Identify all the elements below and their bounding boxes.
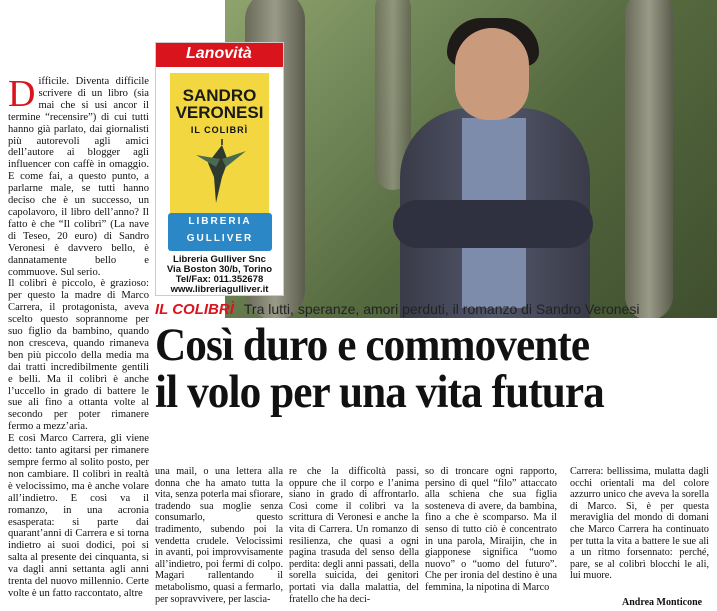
headline bbox=[155, 319, 715, 418]
kicker bbox=[155, 301, 715, 319]
book-cover bbox=[170, 73, 269, 213]
library-info: Libreria Gulliver Snc Via Boston 30/b, Torino Tel/Fax: 011.352678 www.libreriagulliver.it bbox=[166, 254, 273, 295]
author-photo bbox=[225, 0, 717, 318]
author-signature: Andrea Monticone bbox=[622, 597, 703, 608]
headline-line-2: il volo per una vita futura bbox=[155, 366, 604, 418]
article-column-4: so di troncare ogni rapporto, persino di quel “filo” attaccato alla schiena che sua figlia sosteneva di avere, da bambina, fino a che è scomparso. Ma il senso di tutto ciò è concentrato in una parola, Miraijin, che in giapponese significa “uomo nuovo” o “uomo del futuro”. Che per ironia del destino è una femmina, la nipotina di Marco bbox=[425, 466, 557, 593]
article-column-3: re che la difficoltà passi, oppure che il corpo e l’anima siano in grado di affrontarlo. Così come il colibrì va la scrittura di Veronesi e anche la vita di Carrera. Un romanzo di resilienza, che quasi a ogni pagina trasuda del senso della perdita: degli anni passati, della sorella suicida, dei genitori portati via dalla malattia, del fratello che ha deci- bbox=[289, 466, 419, 605]
headline-line-1: Così duro e commovente bbox=[155, 319, 590, 371]
paragraph: ifficile. Diventa difficile scrivere di un libro (sia mai che si usi ancor il termine “recensire”) di cui tutti hanno già parlato, dai giornalisti più autorevoli agli amici dell’autore ai blogger agli influencer con caffè in omaggio. E come fai, a questo punto, a parlarne male, se tutti hanno deciso che è un successo, un capolavoro, il libro dell’anno? Il fatto è che “Il colibrì” (La nave di Teseo, 20 euro) di Sandro Veronesi è davvero bello, è dannatamente bello e commuove. Sul serio. bbox=[8, 76, 149, 278]
cover-title: IL COLIBRÌ bbox=[190, 125, 249, 135]
hummingbird-icon bbox=[192, 139, 248, 205]
kicker-text: Tra lutti, speranze, amori perduti, il romanzo di Sandro Veronesi bbox=[243, 301, 640, 317]
article-column-2: una mail, o una lettera alla donna che ha amato tutta la vita, senza poterla mai sfiorare, tradendo sua moglie senza consumarlo, questo tradimento, subendo poi la vendetta crudele. Velocissimi in avanti, poi improvvisamente all’indietro, poi fermi di colpo. Magari rallentando il metabolismo, quasi a fermarlo, per sopravvivere, per lascia- bbox=[155, 466, 283, 605]
article-column-1 bbox=[8, 73, 149, 600]
library-logo: LIBRERIA GULLIVER bbox=[168, 213, 272, 251]
book-box bbox=[155, 42, 284, 296]
novita-header: Lanovità bbox=[156, 43, 283, 67]
paragraph: E così Marco Carrera, gli viene detto: tanto agitarsi per rimanere sempre fermo al solito posto, per non cambiare. Il colibrì in realtà è velocissimo, ma è anche volare all’indietro. E così va il romanzo, in una acronia esasperata: si parte dai quarant’anni di Carrera e si torna indietro ai suoi dodici, poi si salta al presente dei cinquanta, si va dagli anni settanta agli anni trenta del nuovo millennio. Certe volte è un fatto raccontato, altre bbox=[8, 433, 149, 599]
cover-author: SANDRO VERONESI bbox=[175, 86, 264, 122]
paragraph: Il colibrì è piccolo, è grazioso: per questo la madre di Marco Carrera, il protagonista, aveva scelto questo soprannome per suo figlio da bambino, quando non cresceva, quando rimaneva ben più piccolo della media ma dai tratti incredibilmente gentili e belli. Ma il colibrì è anche l’uccello in grado di battere le sue ali fino a ottanta volte al secondo per poter rimanere fermo a mezz’aria. bbox=[8, 278, 149, 433]
drop-cap: D bbox=[8, 73, 36, 115]
article-column-5: Carrera: bellissima, mulatta dagli occhi orientali ma del colore azzurro unico che aveva la sorella di Marco. Sì, è per questa meraviglia del mondo di domani che Marco Carrera ha continuato per tutta la vita a battere le sue ali a un ritmo forsennato: perché, pare, se al colibrì blocchi le ali, lui muore. bbox=[570, 466, 709, 582]
kicker-label: IL COLIBRÌ bbox=[155, 301, 234, 318]
